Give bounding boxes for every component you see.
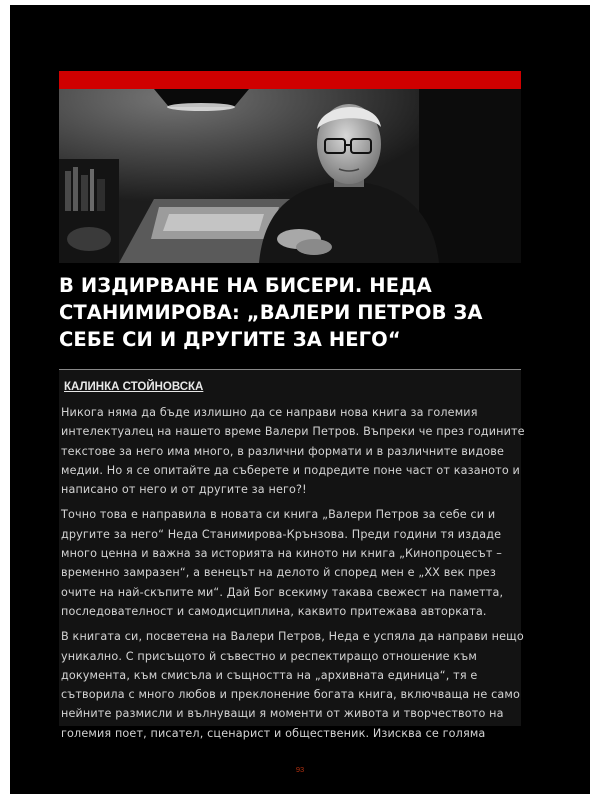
header-accent-bar	[59, 71, 521, 89]
paragraph: Никога няма да бъде излишно да се направи нова книга за големия интелектуалец на нашето време Валери Петров. Въпреки че през годините текстове за него има много, в различни формати и в различните видове медии. Но я се опитайте да съберете и подредите поне част от казаното и написано от него и от другите за него?!	[61, 406, 525, 497]
article-body	[59, 370, 525, 740]
author-byline[interactable]: КАЛИНКА СТОЙНОВСКА	[64, 381, 204, 393]
paragraph: В книгата си, посветена на Валери Петров, Неда е успяла да направи нещо уникално. С присъщото й съвестно и респектиращо отношение към документа, към смисъла и същността на „архивната единица“, тя е сътворила с много любов и преклонение богата книга, включваща не само нейните размисли и вълнуващи я моменти от живота и творчеството на големия поет, писател, сценарист и общественик. Изисква се голяма	[61, 630, 524, 740]
article-text	[61, 403, 525, 749]
paragraph: Точно това е направила в новата си книга „Валери Петров за себе си и другите за него“ Неда Станимирова-Крънзова. Преди години тя издаде много ценна и важна за историята на киното ни книга „Кинопроцесът – временно замразен“, а венецът на делото й според мен е „XX век през очите на най-скъпите ми“. Дай Бог всекиму такава свежест на паметта, последователност и самодисциплина, каквито притежава авторката.	[61, 508, 504, 618]
article-photo	[59, 89, 521, 263]
article-title: В ИЗДИРВАНЕ НА БИСЕРИ. НЕДА СТАНИМИРОВА: „ВАЛЕРИ ПЕТРОВ ЗА СЕБЕ СИ И ДРУГИТЕ ЗА НЕГО“	[59, 274, 483, 351]
portrait-illustration	[59, 89, 521, 263]
page-number: 93	[295, 765, 305, 774]
